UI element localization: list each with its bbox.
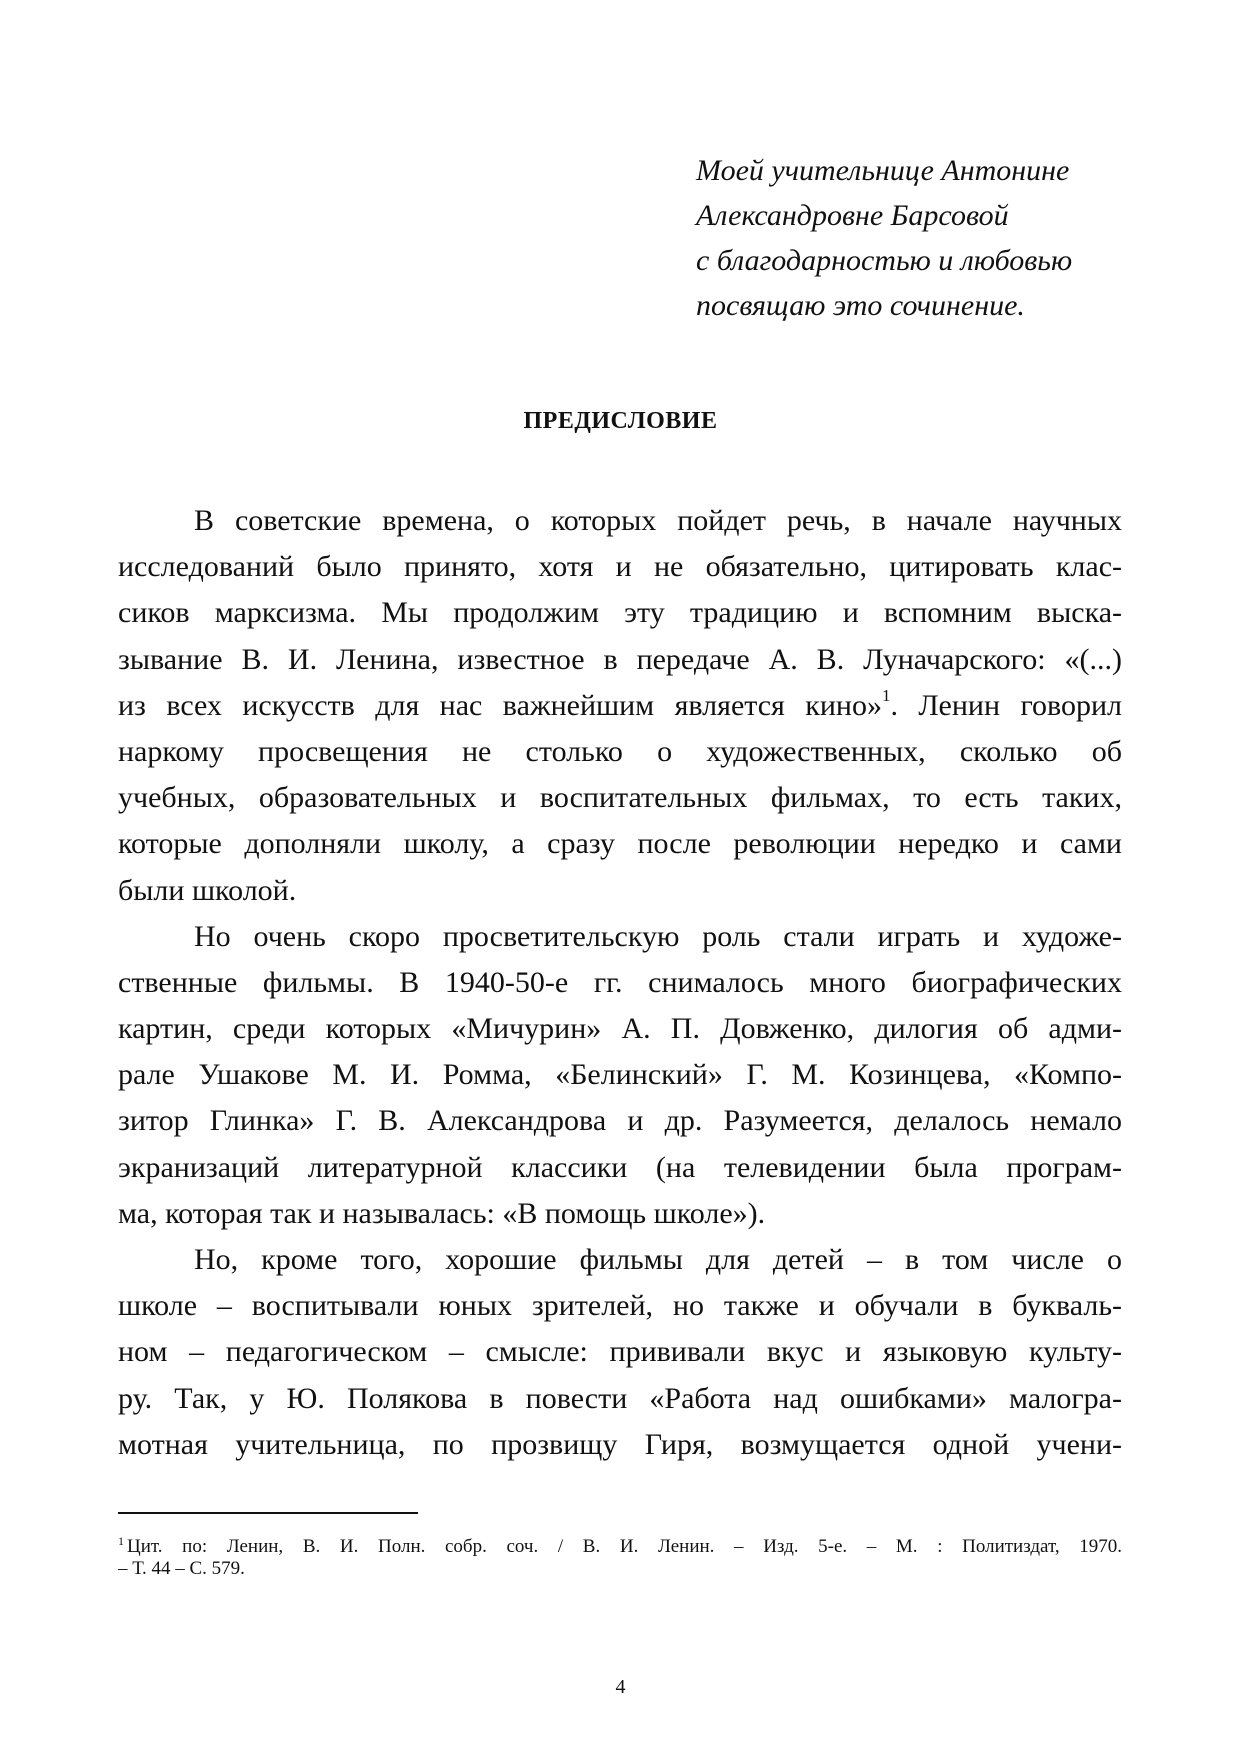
dedication-line: Александровне Барсовой — [696, 199, 1009, 232]
dedication-line: с благодарностью и любовью — [696, 244, 1073, 277]
text-line: зывание В. И. Ленина, известное в передаче А. В. Луначарского: «(...) — [118, 642, 1122, 676]
body-text — [118, 498, 1122, 1468]
text-line: картин, среди которых «Мичурин» А. П. Довженко, дилогия об адми- — [118, 1012, 1122, 1046]
text-line: ственные фильмы. В 1940-50-е гг. снималось много биографических — [118, 965, 1122, 999]
text-segment: . Ленин говорил — [890, 688, 1122, 722]
paragraph-1 — [118, 498, 1122, 914]
text-line: учебных, образовательных и воспитательных фильмах, то есть таких, — [118, 781, 1122, 815]
text-line: зитор Глинка» Г. В. Александрова и др. Разумеется, делалось немало — [118, 1104, 1122, 1138]
text-line: В советские времена, о которых пойдет речь, в начале научных — [194, 504, 1122, 537]
text-line: мотная учительница, по прозвищу Гиря, возмущается одной учени- — [118, 1427, 1122, 1461]
text-line: Но, кроме того, хорошие фильмы для детей – в том числе о — [194, 1243, 1122, 1276]
text-line: были школой. — [118, 873, 297, 907]
text-line: ма, которая так и называлась: «В помощь школе»). — [118, 1196, 766, 1230]
footnote-marker: 1 — [118, 1534, 124, 1548]
text-line: ру. Так, у Ю. Полякова в повести «Работа над ошибками» малогра- — [118, 1381, 1122, 1415]
text-line: рале Ушакове М. И. Ромма, «Белинский» Г. М. Козинцева, «Компо- — [118, 1058, 1122, 1092]
text-line: наркому просвещения не столько о художественных, сколько об — [118, 734, 1122, 768]
text-line: экранизаций литературной классики (на телевидении была програм- — [118, 1150, 1122, 1184]
footnote-line — [118, 1528, 1122, 1555]
text-line: школе – воспитывали юных зрителей, но также и обучали в букваль- — [118, 1289, 1122, 1323]
text-line: исследований было принято, хотя и не обязательно, цитировать клас- — [118, 550, 1122, 584]
footnote-line: – Т. 44 – С. 579. — [118, 1558, 245, 1579]
paragraph-2 — [118, 914, 1122, 1237]
dedication — [696, 148, 1196, 328]
text-line — [118, 683, 1122, 729]
footnote-reference[interactable]: 1 — [881, 685, 891, 705]
dedication-line: посвящаю это сочинение. — [696, 289, 1025, 322]
footnote — [118, 1528, 1122, 1582]
text-line: сиков марксизма. Мы продолжим эту традицию и вспомним выска- — [118, 596, 1122, 630]
page-number: 4 — [615, 1676, 626, 1698]
text-line: Но очень скоро просветительскую роль стали играть и художе- — [194, 919, 1122, 953]
text-segment: из всех искусств для нас важнейшим является кино» — [118, 688, 882, 722]
paragraph-3 — [118, 1237, 1122, 1468]
footnote-divider — [118, 1512, 418, 1514]
dedication-line: Моей учительнице Антонине — [696, 154, 1070, 187]
section-heading: ПРЕДИСЛОВИЕ — [523, 408, 718, 434]
footnote-text: Цит. по: Ленин, В. И. Полн. собр. соч. / В. И. Ленин. – Изд. 5-е. – М. : Политиздат, 1970. — [127, 1536, 1122, 1557]
text-line: которые дополняли школу, а сразу после революции нередко и сами — [118, 827, 1122, 861]
text-line: ном – педагогическом – смысле: прививали вкус и языковую культу- — [118, 1335, 1122, 1369]
